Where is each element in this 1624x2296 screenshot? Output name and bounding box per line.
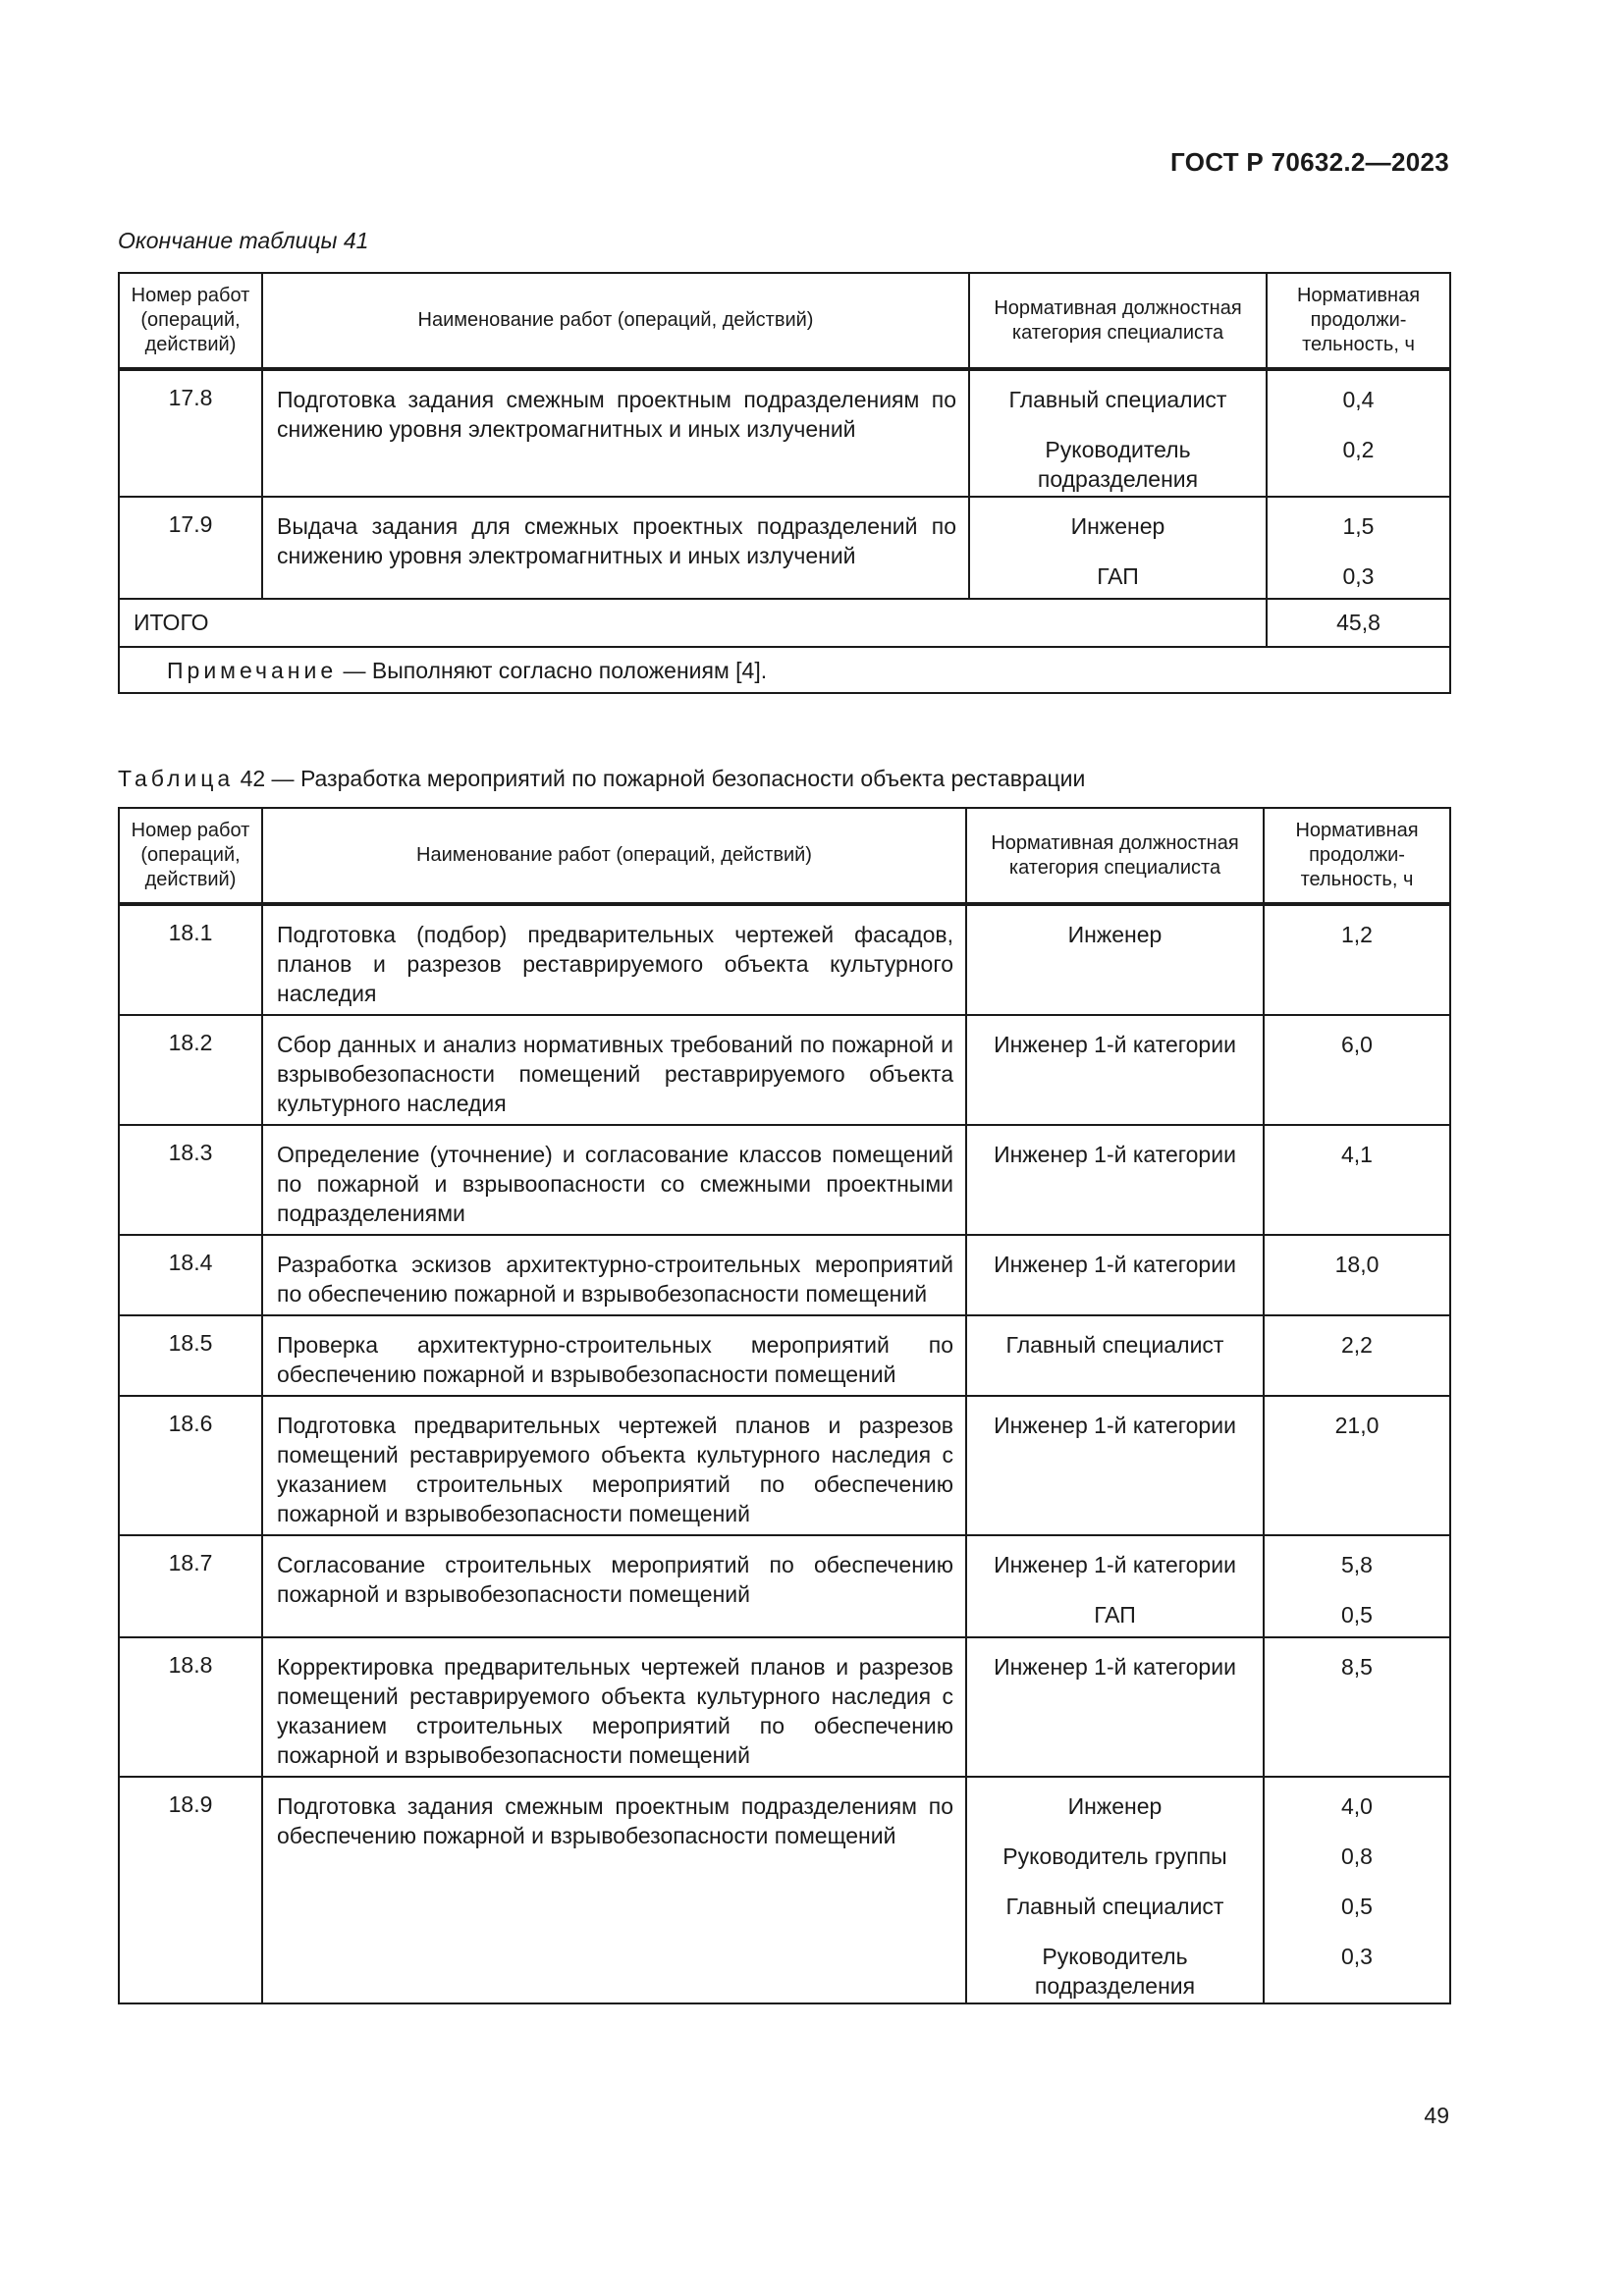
row-duration bbox=[1264, 1535, 1450, 1637]
row-name: Сбор данных и анализ нормативных требований по пожарной и взрывобезопасности помещений реставрируемого объекта культурного наследия bbox=[262, 1015, 966, 1125]
table42-caption-text: 42 — Разработка мероприятий по пожарной безопасности объекта реставрации bbox=[240, 766, 1086, 791]
table-row bbox=[119, 1637, 1450, 1777]
category-entry: Руководитель подразделения bbox=[1034, 1944, 1196, 1999]
duration-entry: 0,3 bbox=[1342, 563, 1375, 589]
row-duration bbox=[1264, 1235, 1450, 1315]
row-name: Согласование строительных мероприятий по обеспечению пожарной и взрывобезопасности помещений bbox=[262, 1535, 966, 1637]
duration-entry: 8,5 bbox=[1341, 1654, 1373, 1680]
row-category bbox=[966, 1235, 1264, 1315]
table41-header-row bbox=[119, 273, 1450, 369]
note-text: — Выполняют согласно положениям [4]. bbox=[343, 658, 768, 683]
category-entry: Руководитель группы bbox=[1002, 1843, 1227, 1869]
row-num: 18.2 bbox=[119, 1015, 262, 1125]
table-row bbox=[119, 497, 1450, 599]
row-name: Подготовка задания смежным проектным подразделениям по снижению уровня электромагнитных и иных излучений bbox=[262, 369, 969, 497]
row-num: 18.1 bbox=[119, 904, 262, 1015]
duration-entry: 4,0 bbox=[1341, 1793, 1373, 1819]
col-header-category: Нормативная должностная категория специалиста bbox=[969, 273, 1267, 369]
row-category bbox=[966, 1637, 1264, 1777]
row-duration bbox=[1267, 369, 1450, 497]
standard-code: ГОСТ Р 70632.2—2023 bbox=[1170, 147, 1449, 177]
duration-entry: 0,5 bbox=[1341, 1602, 1373, 1628]
duration-entry: 4,1 bbox=[1341, 1142, 1373, 1167]
duration-entry: 0,8 bbox=[1341, 1843, 1373, 1869]
row-duration bbox=[1264, 904, 1450, 1015]
category-entry: Инженер bbox=[1067, 1793, 1163, 1819]
row-name: Разработка эскизов архитектурно-строительных мероприятий по обеспечению пожарной и взрывобезопасности помещений bbox=[262, 1235, 966, 1315]
category-entry: Инженер 1-й категории bbox=[994, 1654, 1236, 1680]
table41-caption: Окончание таблицы 41 bbox=[118, 228, 369, 253]
row-name: Корректировка предварительных чертежей планов и разрезов помещений реставрируемого объекта культурного наследия с указанием строительных мероприятий по обеспечению пожарной и взрывобезопасности помещений bbox=[262, 1637, 966, 1777]
row-category bbox=[966, 1125, 1264, 1235]
table42-header-row bbox=[119, 808, 1450, 904]
category-entry: Инженер bbox=[1070, 513, 1165, 539]
row-num: 18.5 bbox=[119, 1315, 262, 1396]
duration-entry: 18,0 bbox=[1334, 1252, 1380, 1277]
duration-entry: 2,2 bbox=[1341, 1332, 1373, 1358]
col-header-category: Нормативная должностная категория специалиста bbox=[966, 808, 1264, 904]
row-name: Подготовка (подбор) предварительных чертежей фасадов, планов и разрезов реставрируемого объекта культурного наследия bbox=[262, 904, 966, 1015]
table-row bbox=[119, 1235, 1450, 1315]
row-category bbox=[966, 904, 1264, 1015]
category-entry: Инженер 1-й категории bbox=[994, 1032, 1236, 1057]
row-name: Проверка архитектурно-строительных мероприятий по обеспечению пожарной и взрывобезопасности помещений bbox=[262, 1315, 966, 1396]
row-name: Определение (уточнение) и согласование классов помещений по пожарной и взрывоопасности со смежными проектными подразделениями bbox=[262, 1125, 966, 1235]
category-entry: Инженер 1-й категории bbox=[994, 1413, 1236, 1438]
row-category bbox=[966, 1315, 1264, 1396]
row-duration bbox=[1264, 1315, 1450, 1396]
category-entry: Главный специалист bbox=[1008, 387, 1227, 412]
table-42 bbox=[118, 807, 1451, 2004]
duration-entry: 5,8 bbox=[1341, 1552, 1373, 1577]
category-entry: Инженер bbox=[1067, 922, 1163, 947]
table-row bbox=[119, 1315, 1450, 1396]
duration-entry: 0,2 bbox=[1342, 437, 1375, 462]
note-label: Примечание bbox=[167, 658, 338, 683]
table-row bbox=[119, 1125, 1450, 1235]
row-category bbox=[969, 497, 1267, 599]
row-duration bbox=[1264, 1637, 1450, 1777]
table-41 bbox=[118, 272, 1451, 694]
row-num: 18.4 bbox=[119, 1235, 262, 1315]
category-entry: Инженер 1-й категории bbox=[994, 1252, 1236, 1277]
duration-entry: 21,0 bbox=[1334, 1413, 1380, 1438]
row-category bbox=[969, 369, 1267, 497]
table42-caption bbox=[118, 766, 1085, 792]
row-duration bbox=[1267, 497, 1450, 599]
row-category bbox=[966, 1396, 1264, 1535]
duration-entry: 0,3 bbox=[1341, 1944, 1373, 1969]
duration-entry: 0,4 bbox=[1342, 387, 1375, 412]
row-duration bbox=[1264, 1777, 1450, 2003]
table-row bbox=[119, 1396, 1450, 1535]
table-row bbox=[119, 1535, 1450, 1637]
row-num: 18.6 bbox=[119, 1396, 262, 1535]
note bbox=[119, 647, 1450, 693]
row-duration bbox=[1264, 1125, 1450, 1235]
col-header-num: Номер работ (операций, действий) bbox=[119, 273, 262, 369]
row-category bbox=[966, 1777, 1264, 2003]
col-header-name: Наименование работ (операций, действий) bbox=[262, 808, 966, 904]
duration-entry: 1,2 bbox=[1341, 922, 1373, 947]
total-row bbox=[119, 599, 1450, 647]
category-entry: ГАП bbox=[1097, 563, 1139, 589]
row-num: 18.3 bbox=[119, 1125, 262, 1235]
category-entry: Инженер 1-й категории bbox=[994, 1552, 1236, 1577]
row-name: Подготовка задания смежным проектным подразделениям по обеспечению пожарной и взрывобезопасности помещений bbox=[262, 1777, 966, 2003]
page-number: 49 bbox=[1424, 2103, 1449, 2128]
row-name: Выдача задания для смежных проектных подразделений по снижению уровня электромагнитных и иных излучений bbox=[262, 497, 969, 599]
row-num: 17.9 bbox=[119, 497, 262, 599]
category-entry: Инженер 1-й категории bbox=[994, 1142, 1236, 1167]
row-duration bbox=[1264, 1015, 1450, 1125]
col-header-duration: Нормативная продолжи-тельность, ч bbox=[1267, 273, 1450, 369]
note-row bbox=[119, 647, 1450, 693]
category-entry: Главный специалист bbox=[1005, 1894, 1224, 1919]
table-row bbox=[119, 1777, 1450, 2003]
table42-caption-label: Таблица bbox=[118, 766, 235, 791]
row-name: Подготовка предварительных чертежей планов и разрезов помещений реставрируемого объекта культурного наследия с указанием строительных мероприятий по обеспечению пожарной и взрывобезопасности помещений bbox=[262, 1396, 966, 1535]
duration-entry: 0,5 bbox=[1341, 1894, 1373, 1919]
category-entry: Главный специалист bbox=[1005, 1332, 1224, 1358]
total-label: ИТОГО bbox=[119, 599, 1267, 647]
row-num: 18.8 bbox=[119, 1637, 262, 1777]
category-entry: Руководитель подразделения bbox=[1037, 437, 1199, 492]
row-num: 17.8 bbox=[119, 369, 262, 497]
row-duration bbox=[1264, 1396, 1450, 1535]
col-header-name: Наименование работ (операций, действий) bbox=[262, 273, 969, 369]
table-row bbox=[119, 1015, 1450, 1125]
table-row bbox=[119, 904, 1450, 1015]
duration-entry: 6,0 bbox=[1341, 1032, 1373, 1057]
col-header-num: Номер работ (операций, действий) bbox=[119, 808, 262, 904]
col-header-duration: Нормативная продолжи-тельность, ч bbox=[1264, 808, 1450, 904]
row-category bbox=[966, 1535, 1264, 1637]
duration-entry: 1,5 bbox=[1342, 513, 1375, 539]
row-category bbox=[966, 1015, 1264, 1125]
table-row bbox=[119, 369, 1450, 497]
row-num: 18.7 bbox=[119, 1535, 262, 1637]
total-value: 45,8 bbox=[1267, 599, 1450, 647]
row-num: 18.9 bbox=[119, 1777, 262, 2003]
category-entry: ГАП bbox=[1094, 1602, 1136, 1628]
